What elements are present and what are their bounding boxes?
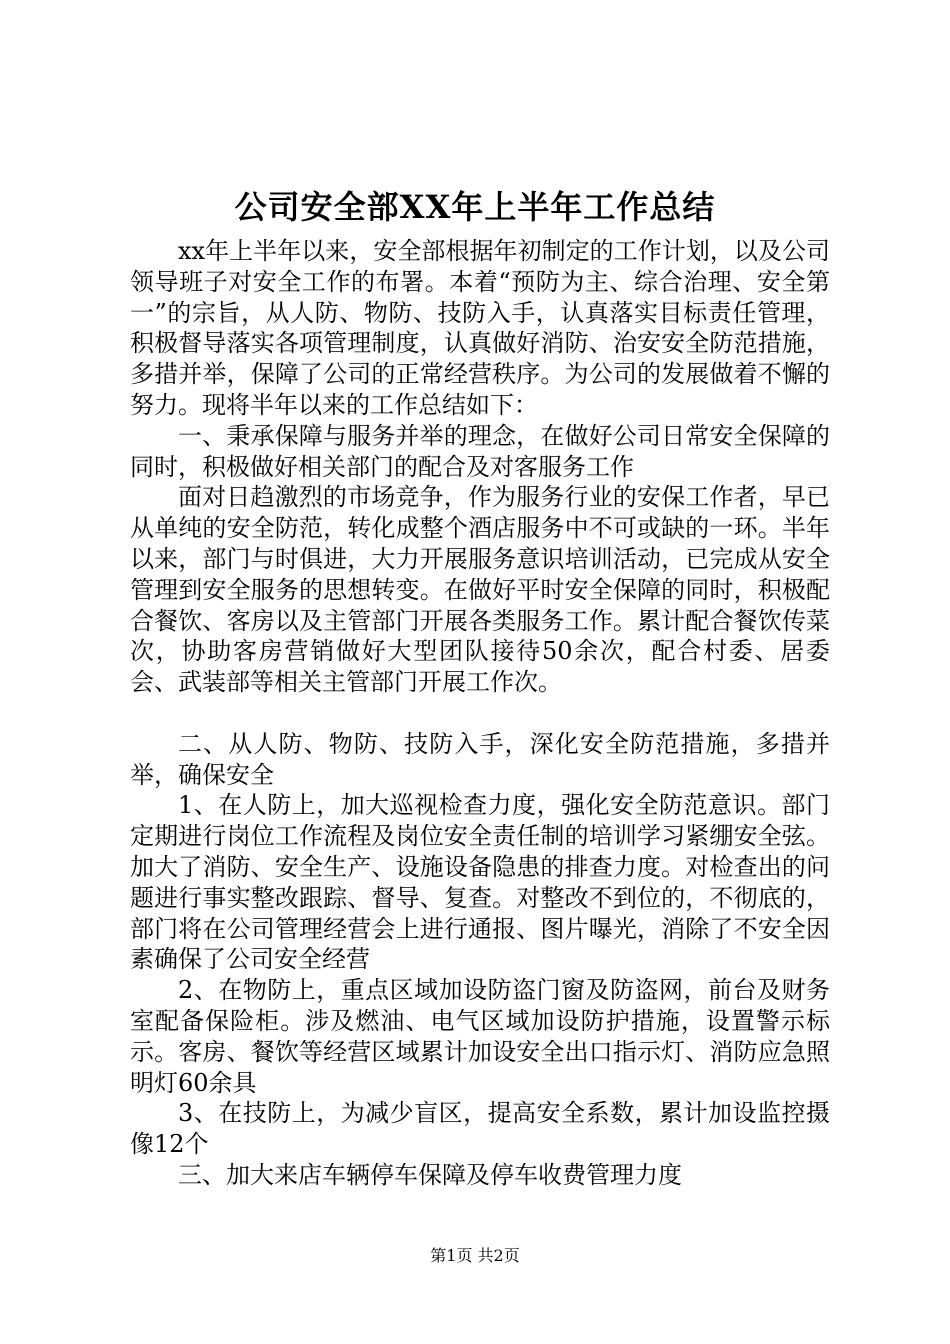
paragraph-intro: xx年上半年以来，安全部根据年初制定的工作计划，以及公司领导班子对安全工作的布署。本着“预防为主、综合治理、安全第一”的宗旨，从人防、物防、技防入手，认真落实目标责任管理，积极督导落实各项管理制度，认真做好消防、治安安全防范措施，多措并举，保障了公司的正常经营秩序。为公司的发展做着不懈的努力。现将半年以来的工作总结如下： [130, 237, 830, 419]
paragraph-section-one-body: 面对日趋激烈的市场竞争，作为服务行业的安保工作者，早已从单纯的安全防范，转化成整个酒店服务中不可或缺的一环。半年以来，部门与时俱进，大力开展服务意识培训活动，已完成从安全管理到安全服务的思想转变。在做好平时安全保障的同时，积极配合餐饮、客房以及主管部门开展各类服务工作。累计配合餐饮传菜次，协助客房营销做好大型团队接待50余次，配合村委、居委会、武装部等相关主管部门开展工作次。 [130, 483, 830, 697]
paragraph-section-one-heading: 一、秉承保障与服务并举的理念，在做好公司日常安全保障的同时，积极做好相关部门的配合及对客服务工作 [130, 421, 830, 481]
paragraph-item-physical: 2、在物防上，重点区域加设防盗门窗及防盗网，前台及财务室配备保险柜。涉及燃油、电气区域加设防护措施，设置警示标示。客房、餐饮等经营区域累计加设安全出口指示灯、消防应急照明灯60余具 [130, 976, 830, 1097]
paragraph-item-personnel: 1、在人防上，加大巡视检查力度，强化安全防范意识。部门定期进行岗位工作流程及岗位安全责任制的培训学习紧绷安全弦。加大了消防、安全生产、设施设备隐患的排查力度。对检查出的问题进行事实整改跟踪、督导、复查。对整改不到位的，不彻底的，部门将在公司管理经营会上进行通报、图片曝光，消除了不安全因素确保了公司安全经营 [130, 791, 830, 974]
page-footer: 第1页 共2页 [430, 1246, 520, 1265]
paragraph-section-three-heading: 三、加大来店车辆停车保障及停车收费管理力度 [178, 1160, 682, 1189]
paragraph-section-two-heading: 二、从人防、物防、技防入手，深化安全防范措施，多措并举，确保安全 [130, 729, 830, 789]
document-title: 公司安全部XX年上半年工作总结 [234, 188, 716, 226]
document-body [130, 236, 830, 1191]
paragraph-item-technical: 3、在技防上，为减少盲区，提高安全系数，累计加设监控摄像12个 [130, 1099, 830, 1159]
blank-line [130, 698, 830, 729]
